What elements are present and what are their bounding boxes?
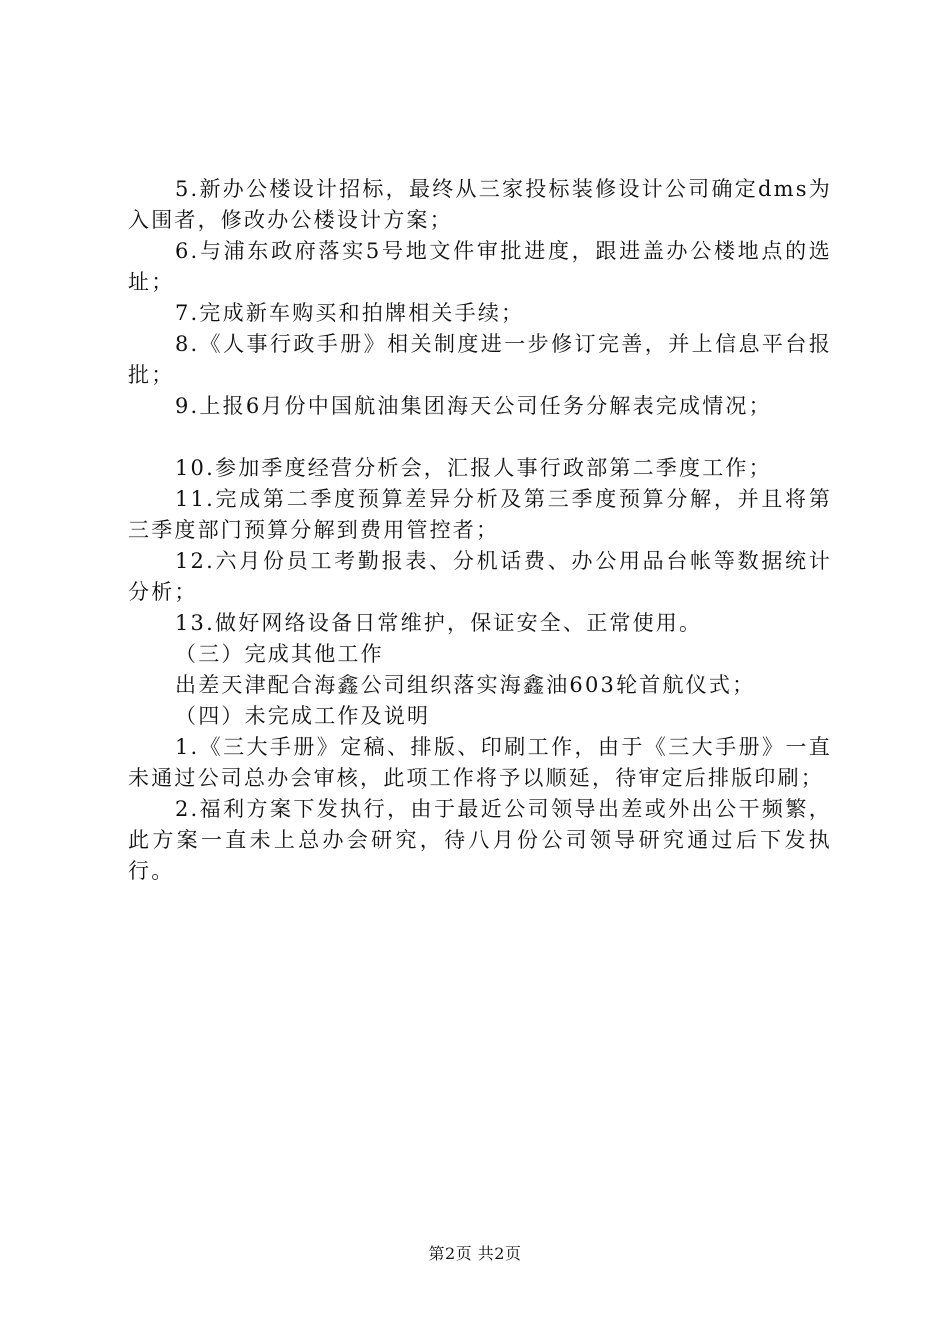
paragraph-item-10: 10.参加季度经营分析会，汇报人事行政部第二季度工作； — [175, 456, 772, 480]
section-heading-unfinished-work: （四）未完成工作及说明 — [175, 704, 431, 728]
paragraph-unfinished-2: 2.福利方案下发执行，由于最近公司领导出差或外出公干频繁，此方案一直未上总办会研究，待八月份公司领导研究通过后下发执行。 — [128, 797, 832, 883]
paragraph-item-8: 8.《人事行政手册》相关制度进一步修订完善，并上信息平台报批； — [128, 332, 832, 387]
paragraph-item-11: 11.完成第二季度预算差异分析及第三季度预算分解，并且将第三季度部门预算分解到费用管控者； — [128, 487, 832, 542]
document-body — [128, 174, 832, 887]
paragraph-item-6: 6.与浦东政府落实5号地文件审批进度，跟进盖办公楼地点的选址； — [128, 239, 832, 294]
paragraph-unfinished-1: 1.《三大手册》定稿、排版、印刷工作，由于《三大手册》一直未通过公司总办会审核，此项工作将予以顺延，待审定后排版印刷； — [128, 735, 832, 790]
section-heading-other-work: （三）完成其他工作 — [175, 642, 384, 666]
paragraph-item-13: 13.做好网络设备日常维护，保证安全、正常使用。 — [175, 611, 703, 635]
paragraph-item-12: 12.六月份员工考勤报表、分机话费、办公用品台帐等数据统计分析； — [128, 549, 832, 604]
paragraph-item-5: 5.新办公楼设计招标，最终从三家投标装修设计公司确定dms为入围者，修改办公楼设计方案； — [128, 177, 832, 232]
page-footer: 第2页 共2页 — [428, 1244, 522, 1263]
paragraph-item-9: 9.上报6月份中国航油集团海天公司任务分解表完成情况； — [175, 394, 772, 418]
paragraph-other-work: 出差天津配合海鑫公司组织落实海鑫油603轮首航仪式； — [175, 673, 756, 697]
paragraph-item-7: 7.完成新车购买和拍牌相关手续； — [175, 301, 525, 325]
